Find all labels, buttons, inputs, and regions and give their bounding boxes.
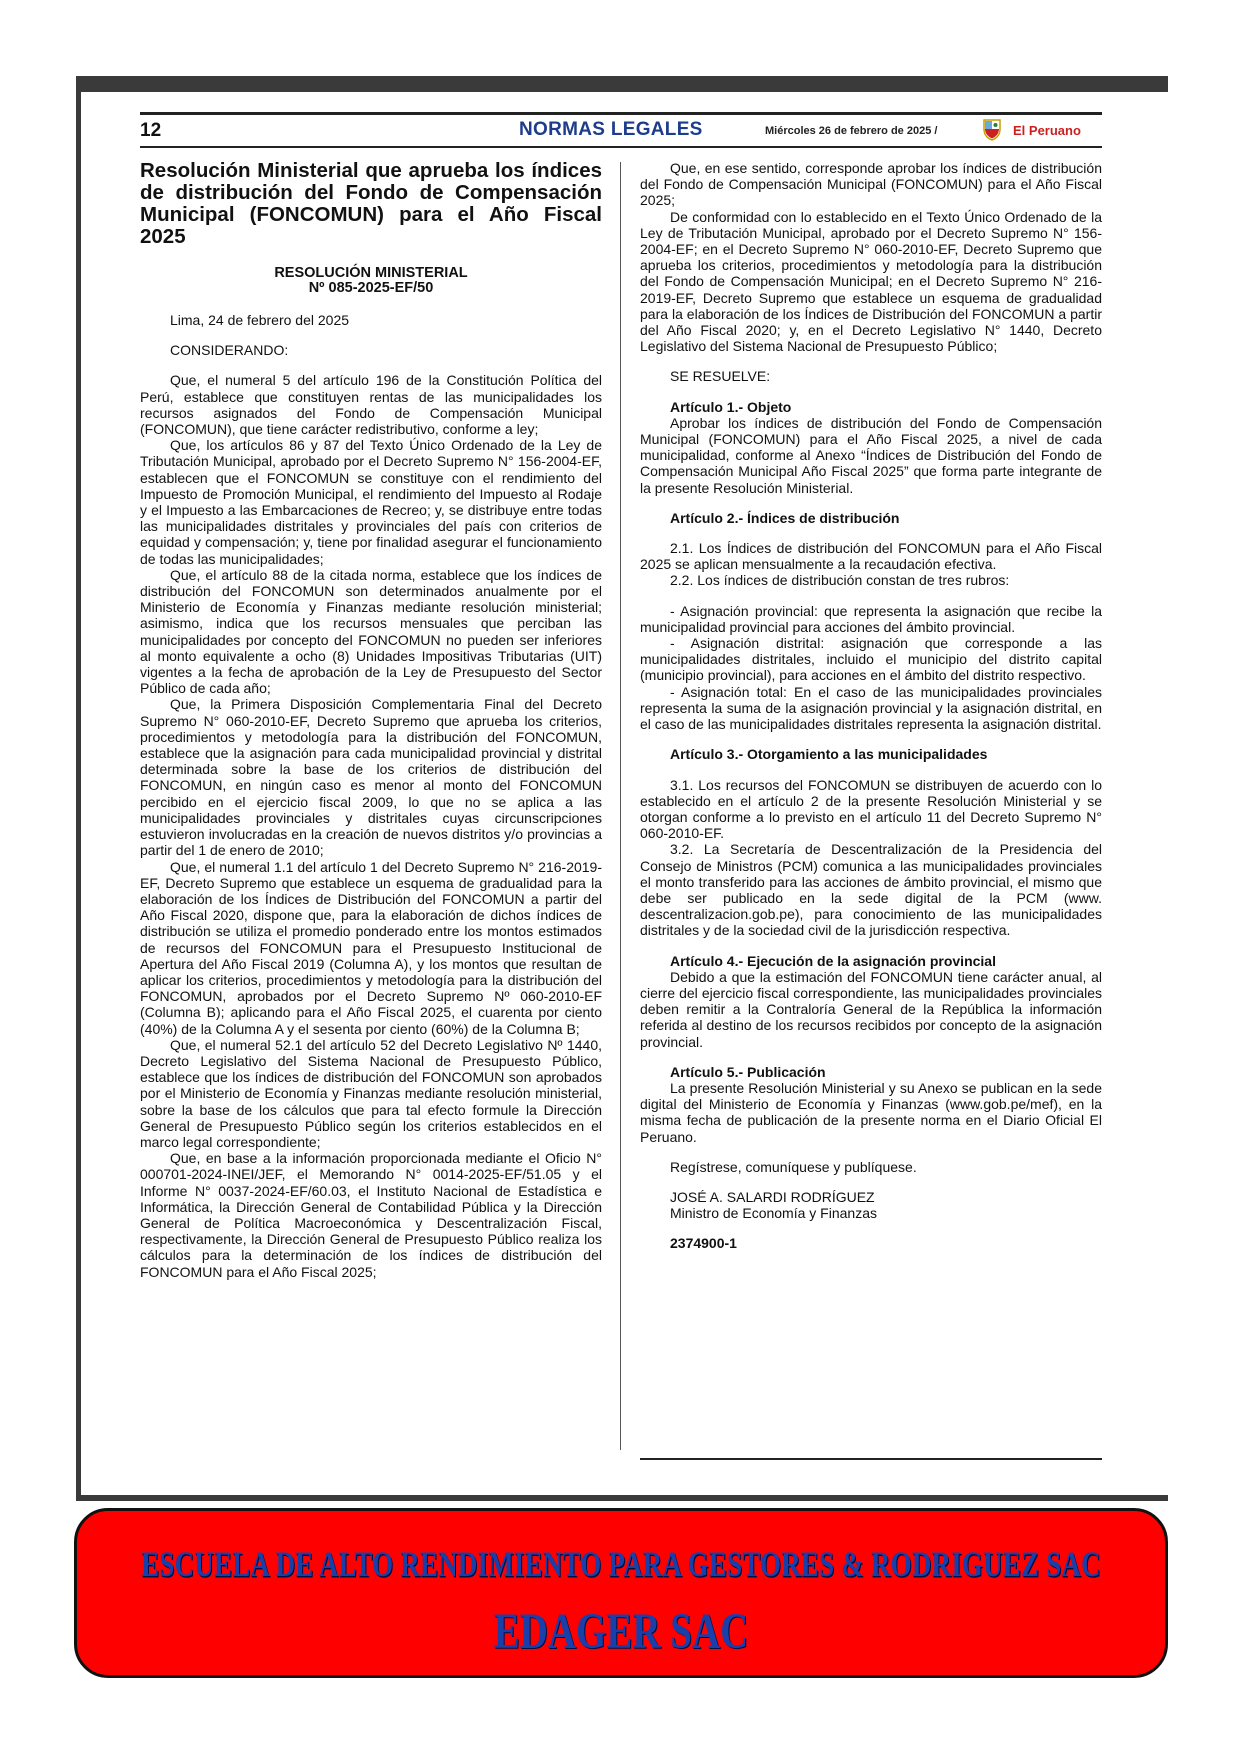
resolution-code: Nº 085-2025-EF/50: [308, 280, 434, 296]
page-frame-left-bar: [76, 92, 81, 1500]
publication-code: 2374900-1: [670, 1235, 737, 1252]
paragraph: Que, los artículos 86 y 87 del Texto Único Ordenado de la Ley de Tributación Municipal, aprobado por el Decreto Supremo N° 156-2004-EF, establecen que el FONCOMUN se constituye con el rendimiento del Impuesto de Promoción Municipal, el rendimiento del Impuesto al Rodaje y el Impuesto a las Embarcaciones de Recreo; y, se distribuye entre todas las municipalidades distritales y provinciales del país con criterios de equidad y compensación; y, tiene por finalidad asegurar el funcionamiento de todas las municipalidades;: [140, 437, 602, 567]
page-frame-bottom-bar: [76, 1495, 1168, 1501]
newspaper-name: El Peruano: [1013, 123, 1081, 138]
closing-formula: Regístrese, comuníquese y publíquese.: [670, 1158, 917, 1175]
paragraph: Que, el numeral 1.1 del artículo 1 del Decreto Supremo N° 216-2019-EF, Decreto Supremo que establece un esquema de gradualidad para la elaboración de los Índices de Distribución del FONCOMUN a partir del Año Fiscal 2020, dispone que, para la elaboración de dichos índices de distribución se utiliza el promedio ponderado entre los montos estimados de recursos del FONCOMUN para el Presupuesto Institucional de Apertura del Año Fiscal 2019 (Columna A), y los montos que resultan de aplicar los criterios, procedimientos y metodología para la distribución del FONCOMUN, aprobados por el Decreto Supremo Nº 060-2010-EF (Columna B); aplicando para el Año Fiscal 2025, el cuarenta por ciento (40%) de la Columna A y el sesenta por ciento (60%) de la Columna B;: [140, 858, 602, 1037]
resuelve-heading: SE RESUELVE:: [670, 368, 771, 385]
considerando-heading: CONSIDERANDO:: [170, 342, 289, 359]
article-2-item-2: 2.2. Los índices de distribución constan de tres rubros:: [670, 572, 1010, 589]
article-2-bullet: - Asignación distrital: asignación que corresponde a las municipalidades distritales, incluido el municipio del distrito capital (municipio provincial), para acciones en el ámbito del distrito respectivo.: [640, 635, 1102, 684]
article-1-title: Artículo 1.- Objeto: [670, 398, 792, 415]
page-frame-top-bar: [76, 76, 1168, 92]
paragraph: De conformidad con lo establecido en el Texto Único Ordenado de la Ley de Tributación Municipal, aprobado por el Decreto Supremo N° 156-2004-EF; en el Decreto Supremo N° 060-2010-EF, Decreto Supremo que aprueba los criterios, procedimientos y metodología para la distribución del Fondo de Compensación Municipal; en el Decreto Supremo N° 216-2019-EF, Decreto Supremo que establece un esquema de gradualidad para la elaboración de los Índices de Distribución del FONCOMUN a partir del Año Fiscal 2020; y, en el Decreto Legislativo N° 1440, Decreto Legislativo del Sistema Nacional de Presupuesto Público;: [640, 208, 1102, 355]
page-header: [140, 112, 1102, 142]
article-2-item-1: 2.1. Los Índices de distribución del FONCOMUN para el Año Fiscal 2025 se aplican mensualmente a la recaudación efectiva.: [640, 540, 1102, 573]
header-bottom-rule: [140, 146, 1102, 148]
section-name: NORMAS LEGALES: [519, 119, 703, 140]
end-rule: [640, 1458, 1102, 1460]
resolution-number: [140, 266, 602, 296]
page-number: 12: [140, 120, 162, 141]
article-4-text: Debido a que la estimación del FONCOMUN tiene carácter anual, al cierre del ejercicio fiscal correspondiente, las municipalidades provinciales deben remitir a la Contraloría General de la República la información referida al destino de los recursos recibidos por concepto de la asignación provincial.: [640, 968, 1102, 1050]
article-5-text: La presente Resolución Ministerial y su Anexo se publican en la sede digital del Ministerio de Economía y Finanzas (www.gob.pe/mef), en la misma fecha de publicación de la presente norma en el Diario Oficial El Peruano.: [640, 1079, 1102, 1145]
peru-shield-icon: [980, 117, 1004, 141]
paragraph: Que, el artículo 88 de la citada norma, establece que los índices de distribución del FONCOMUN son determinados anualmente por el Ministerio de Economía y Finanzas mediante resolución ministerial; asimismo, indica que los recursos mensuales que perciban las municipalidades por concepto del FONCOMUN no pueden ser inferiores al monto equivalente a ocho (8) Unidades Impositivas Tributarias (UIT) vigentes a la fecha de aprobación de la Ley de Presupuesto del Sector Público de cada año;: [140, 566, 602, 697]
resolution-title: Resolución Ministerial que aprueba los índices de distribución del Fondo de Compensación Municipal (FONCOMUN) para el Año Fiscal 2025: [140, 159, 602, 248]
article-5-title: Artículo 5.- Publicación: [670, 1063, 826, 1080]
paragraph: Que, el numeral 5 del artículo 196 de la Constitución Política del Perú, establece que constituyen rentas de las municipalidades los recursos asignados del Fondo de Compensación Municipal (FONCOMUN), que tiene carácter redistributivo, conforme a ley;: [140, 372, 602, 438]
article-3-item-1: 3.1. Los recursos del FONCOMUN se distribuyen de acuerdo con lo establecido en el artículo 2 de la presente Resolución Ministerial y se otorgan conforme a lo previsto en el artículo 11 del Decreto Supremo N° 060-2010-EF.: [640, 776, 1102, 842]
article-3-title: Artículo 3.- Otorgamiento a las municipalidades: [670, 746, 988, 763]
article-4-title: Artículo 4.- Ejecución de la asignación provincial: [670, 952, 996, 969]
left-column: [140, 160, 602, 1280]
signer-role: Ministro de Economía y Finanzas: [670, 1205, 877, 1222]
paragraph: Que, en base a la información proporcionada mediante el Oficio N° 000701-2024-INEI/JEF, el Memorando N° 0014-2025-EF/51.05 y el Informe N° 0037-2024-EF/60.03, el Instituto Nacional de Estadística e Informática, la Dirección General de Contabilidad Pública y la Dirección General de Política Macroeconómica y Descentralización Fiscal, respectivamente, la Dirección General de Presupuesto Público realiza los cálculos para la determinación de los índices de distribución del FONCOMUN para el Año Fiscal 2025;: [140, 1150, 602, 1280]
footer-banner: [74, 1508, 1168, 1678]
paragraph: Que, en ese sentido, corresponde aprobar los índices de distribución del Fondo de Compensación Municipal (FONCOMUN) para el Año Fiscal 2025;: [640, 160, 1102, 209]
resolution-label: RESOLUCIÓN MINISTERIAL: [274, 265, 468, 281]
place-date: Lima, 24 de febrero del 2025: [170, 312, 350, 328]
article-3-item-2: 3.2. La Secretaría de Descentralización de la Presidencia del Consejo de Ministros (PCM) comunica a las municipalidades provinciales el monto transferido para las acciones de ámbito provincial, el mismo que debe ser publicado en la sede digital de la PCM (www. descentralizacion.gob.pe), para conocimiento de las municipalidades distritales y de la sociedad civil de la jurisdicción respectiva.: [640, 841, 1102, 939]
column-divider: [620, 162, 621, 1450]
article-2-bullet: - Asignación total: En el caso de las municipalidades provinciales representa la suma de la asignación provincial y la asignación distrital, en el caso de las municipalidades distritales representa la asignación distrital.: [640, 683, 1102, 733]
article-1-text: Aprobar los índices de distribución del Fondo de Compensación Municipal (FONCOMUN) para el Año Fiscal 2025, a nivel de cada municipalidad, conforme al Anexo “Índices de Distribución del Fondo de Compensación Municipal Año Fiscal 2025” que forma parte integrante de la presente Resolución Ministerial.: [640, 414, 1102, 496]
banner-school-name: ESCUELA DE ALTO RENDIMIENTO PARA GESTORES & RODRIGUEZ SAC: [141, 1543, 1101, 1585]
header-top-rule: [140, 112, 1102, 115]
signer-name: JOSÉ A. SALARDI RODRÍGUEZ: [670, 1188, 875, 1205]
paragraph: Que, la Primera Disposición Complementaria Final del Decreto Supremo N° 060-2010-EF, Decreto Supremo que aprueba los criterios, procedimientos y metodología para la distribución del FONCOMUN, establece que la asignación para cada municipalidad provincial y distrital determinada sobre la base de los criterios de distribución del FONCOMUN, en ningún caso es menor al monto del FONCOMUN percibido en el ejercicio fiscal 2009, lo que no se aplica a las municipalidades provinciales y distritales cuyas circunscripciones estuvieron involucradas en la creación de nuevos distritos y/o provincias a partir del 1 de enero de 2010;: [140, 696, 602, 859]
banner-company-name: EDAGER SAC: [493, 1603, 749, 1660]
article-2-bullet: - Asignación provincial: que representa la asignación que recibe la municipalidad provincial para acciones del ámbito provincial.: [640, 602, 1102, 635]
right-column: [640, 160, 1102, 1252]
paragraph: Que, el numeral 52.1 del artículo 52 del Decreto Legislativo Nº 1440, Decreto Legislativo del Sistema Nacional de Presupuesto Público, establece que los índices de distribución del FONCOMUN son aprobados por el Ministerio de Economía y Finanzas mediante resolución ministerial, sobre la base de los cálculos que para tal efecto formule la Dirección General de Presupuesto Público según los criterios establecidos en el marco legal correspondiente;: [140, 1036, 602, 1150]
publication-date: Miércoles 26 de febrero de 2025 /: [765, 125, 938, 137]
article-2-title: Artículo 2.- Índices de distribución: [670, 509, 900, 526]
